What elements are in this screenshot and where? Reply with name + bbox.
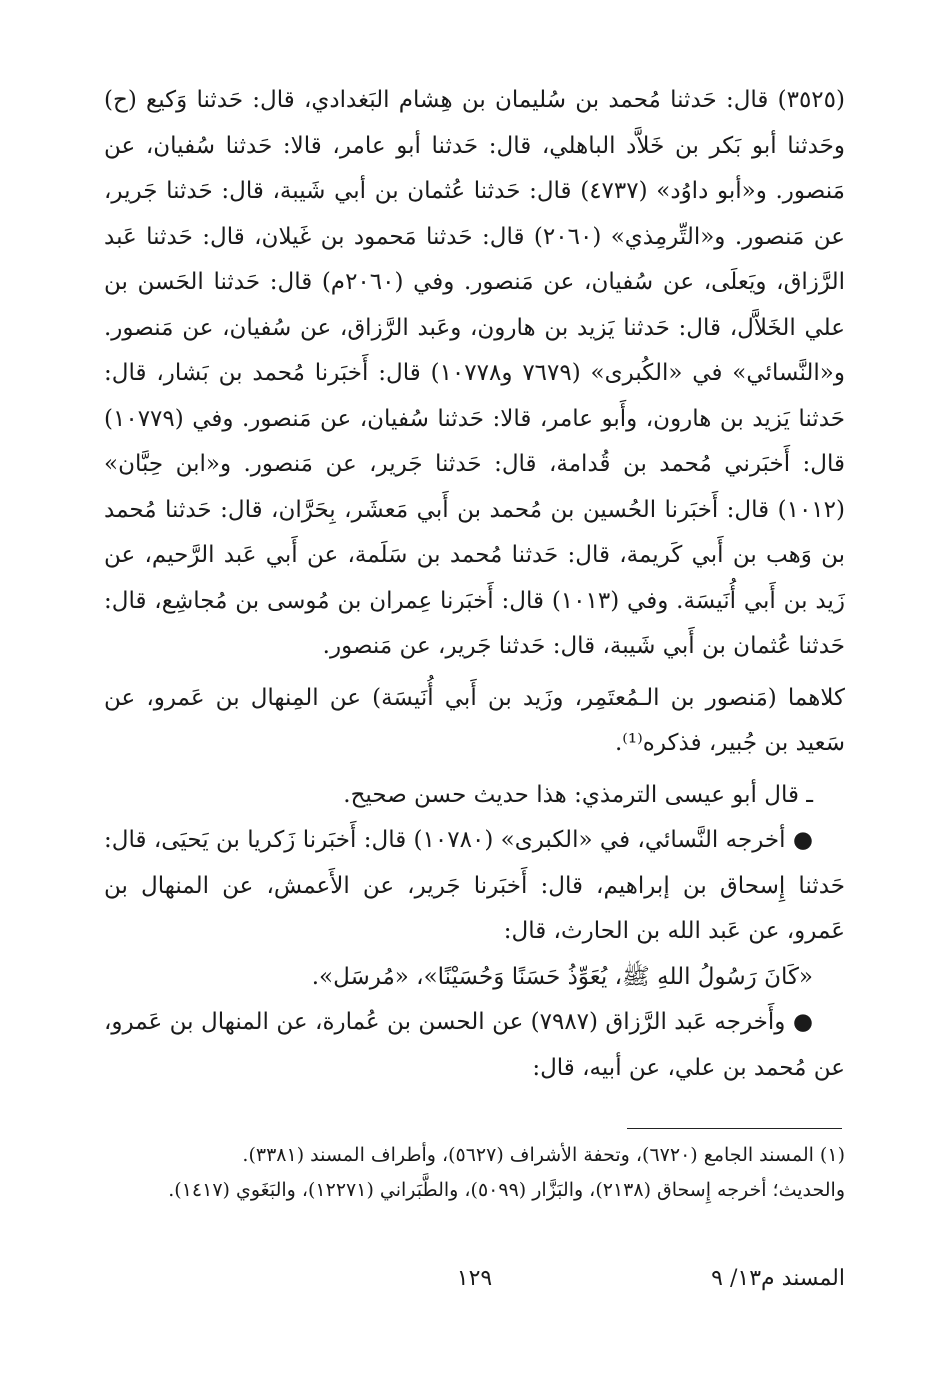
footnote-1: (١) المسند الجامع (٦٧٢٠)، وتحفة الأشراف (٥٦٢٧)، وأطراف المسند (٣٣٨١). <box>242 1144 845 1166</box>
volume-signature: المسند م١٣/ ٩ <box>711 1266 845 1291</box>
footnote-1-continuation: والحديث؛ أخرجه إِسحاق (٢١٣٨)، والبَزَّار (٥٠٩٩)، والطَّبَراني (١٢٢٧١)، والبَغَوي (١٤١٧). <box>168 1179 845 1201</box>
footnote-separator <box>627 1128 842 1129</box>
page-footer <box>104 1266 845 1306</box>
abdurrazzaq-narration-paragraph: ● وأَخرجه عَبد الرَّزاق (٧٩٨٧) عن الحسن بن عُمارة، عن المنهال بن عَمرو، عن مُحمد بن علي، عن أبيه، قال: <box>104 1009 845 1081</box>
nasai-narration-paragraph: ● أخرجه النَّسائي، في «الكبرى» (١٠٧٨٠) قال: أَخبَرنا زَكريا بن يَحيَى، قال: حَدثنا إِسحاق بن إبراهيم، قال: أَخبَرنا جَرير، عن الأَعمش، عن المنهال بن عَمرو، عن عَبد الله بن الحارث، قال: <box>104 827 845 944</box>
hadith-paragraph: (٣٥٢٥) قال: حَدثنا مُحمد بن سُليمان بن هِشام البَغدادي، قال: حَدثنا وَكيع (ح) وحَدثنا أبو بَكر بن خَلاَّد الباهلي، قال: حَدثنا أبو عامر، قالا: حَدثنا سُفيان، عن مَنصور. و«أبو داوُد» (٤٧٣٧) قال: حَدثنا عُثمان بن أبي شَيبة، قال: حَدثنا جَرير، عن مَنصور. و«التِّرمِذي» (٢٠٦٠) قال: حَدثنا مَحمود بن غَيلان، قال: حَدثنا عَبد الرَّزاق، ويَعلَى، عن سُفيان، عن مَنصور. وفي (٢٠٦٠م) قال: حَدثنا الحَسن بن علي الخَلاَّل، قال: حَدثنا يَزيد بن هارون، وعَبد الرَّزاق، عن سُفيان، عن مَنصور. و«النَّسائي» في «الكُبرى» (٧٦٧٩ و١٠٧٧٨) قال: أَخبَرنا مُحمد بن بَشار، قال: حَدثنا يَزيد بن هارون، وأَبو عامر، قالا: حَدثنا سُفيان، عن مَنصور. وفي (١٠٧٧٩) قال: أَخبَرني مُحمد بن قُدامة، قال: حَدثنا جَرير، عن مَنصور. و«ابن حِبَّان» (١٠١٢) قال: أَخبَرنا الحُسين بن مُحمد بن أَبي مَعشَر، بِحَرَّان، قال: حَدثنا مُحمد بن وَهب بن أَبي كَريمة، قال: حَدثنا مُحمد بن سَلَمة، عن أَبي عَبد الرَّحيم، عن زَيد بن أَبي أُنَيسَة. وفي (١٠١٣) قال: أَخبَرنا عِمران بن مُوسى بن مُجاشِع، قال: حَدثنا عُثمان بن أَبي شَيبة، قال: حَدثنا جَرير، عن مَنصور. <box>104 87 845 659</box>
page-number: ١٢٩ <box>456 1266 493 1291</box>
hadith-text-quote: «كَانَ رَسُولُ اللهِ ﷺ، يُعَوِّذُ حَسَنًا وَحُسَيْنًا»، «مُرسَل». <box>311 963 813 990</box>
footnotes <box>104 1138 845 1208</box>
tirmidhi-verdict: ـ قال أبو عيسى الترمذي: هذا حديث حسن صحيح. <box>343 781 813 808</box>
main-text <box>104 78 845 1091</box>
chain-summary-paragraph: كلاهما (مَنصور بن الـمُعتَمِر، وزَيد بن أَبي أُنَيسَة) عن المِنهال بن عَمرو، عن سَعيد بن جُبير، فذكره⁽¹⁾. <box>104 684 845 756</box>
